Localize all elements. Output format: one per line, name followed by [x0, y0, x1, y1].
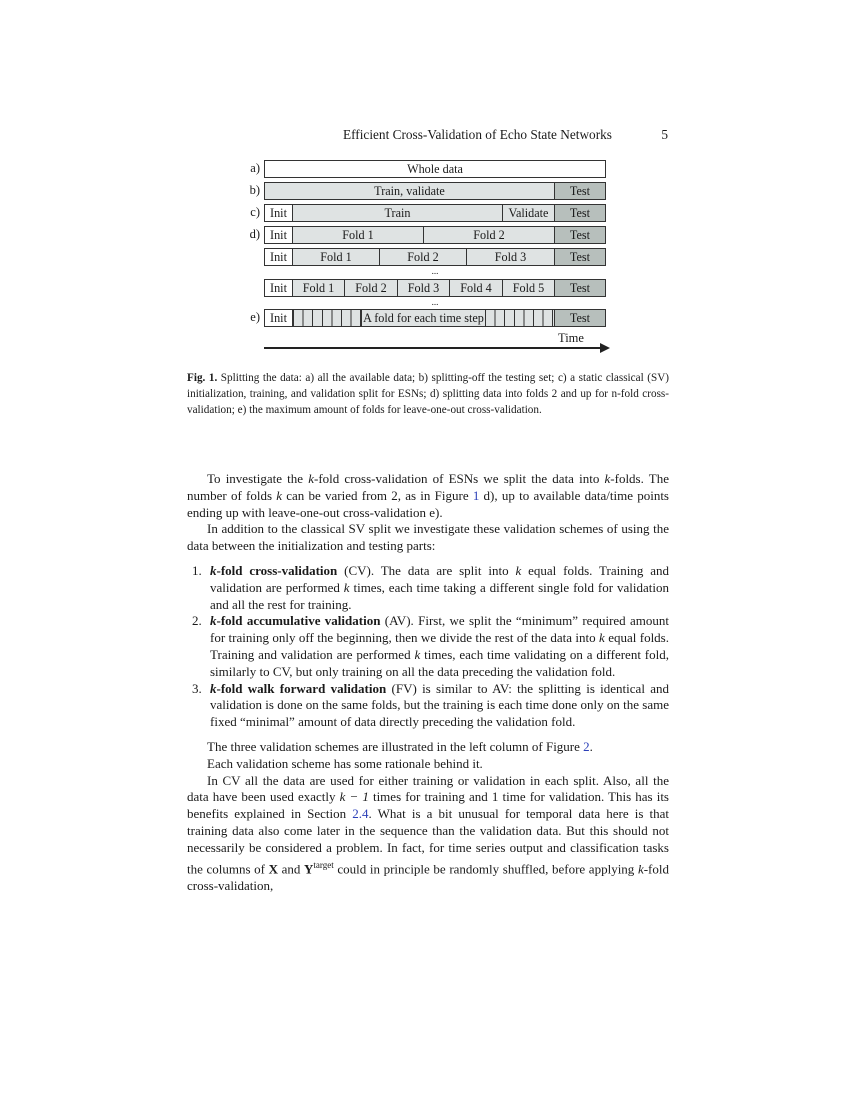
cell-validate: Validate	[503, 205, 555, 221]
row-train-test	[264, 182, 606, 200]
caption-text: Splitting the data: a) all the available data; b) splitting-off the testing set; c) a static classical (SV) initialization, training, and validation split for ESNs; d) splitting data into folds 2 and up for n-fold cross-validation; e) the maximum amount of folds for leave-one-out cross-validation.	[187, 372, 669, 417]
cell-time-step-folds	[293, 310, 555, 326]
cell-fold-3: Fold 3	[398, 280, 450, 296]
row-5-folds	[264, 279, 606, 297]
paragraph-3: The three validation schemes are illustrated in the left column of Figure 2.	[207, 738, 593, 754]
row-label-c: c)	[250, 205, 260, 219]
page-number: 5	[661, 127, 668, 142]
row-label-a: a)	[250, 161, 260, 175]
row-3-folds	[264, 248, 606, 266]
section-2-4-link[interactable]: 2.4	[352, 806, 369, 822]
row-label-d: d)	[249, 227, 260, 241]
cell-test: Test	[555, 249, 605, 265]
cell-test: Test	[555, 227, 605, 243]
row-label-b: b)	[249, 183, 260, 197]
paragraph-5: In CV all the data are used for either training or validation in each split. Also, all the data have been used exactly k − 1 times for training and 1 time for validation. This has its benefits explained in Section 2.4. What is a bit unusual for temporal data here is that training data also come later in the sequence than the validation data. But this should not necessarily be considered a problem. In fact, for time series output and classification tasks the columns of X and $Y^{target}$ could in principle be randomly shuffled, before applying k-fold cross-validation,	[187, 772, 669, 893]
caption-label: Fig. 1.	[187, 372, 218, 384]
list-item: 3. k-fold walk forward validation (FV) is similar to AV: the splitting is identical and validation is done on the same folds, but the training is each time done only on the same fixed “minimal” amount of data directly preceding the validation fold.	[192, 680, 669, 730]
cell-test: Test	[555, 280, 605, 296]
cell-fold-1: Fold 1	[293, 227, 424, 243]
ellipsis: ...	[431, 297, 439, 307]
row-leave-one-out	[264, 309, 606, 327]
paragraph-1: To investigate the k-fold cross-validation of ESNs we split the data into k-folds. The number of folds k can be varied from 2, as in Figure 1 d), up to available data/time points ending up with leave-one-out cross-validation e).	[187, 471, 669, 520]
cell-train: Train	[293, 205, 503, 221]
row-2-folds	[264, 226, 606, 244]
validation-schemes-list	[187, 563, 669, 731]
time-axis-label: Time	[558, 331, 584, 345]
cell-init: Init	[265, 205, 293, 221]
list-item: 1. k-fold cross-validation (CV). The data are split into k equal folds. Training and validation are performed k times, each time taking a different single fold for validation and all the rest for training.	[192, 562, 670, 612]
running-title: Efficient Cross-Validation of Echo State Networks	[343, 127, 612, 142]
figure-1-link[interactable]: 1	[472, 487, 480, 503]
cell-fold-2: Fold 2	[380, 249, 467, 265]
paragraph-2: In addition to the classical SV split we investigate these validation schemes of using the data between the initialization and testing parts:	[187, 521, 669, 554]
row-whole-data	[264, 160, 606, 178]
cell-test: Test	[555, 183, 605, 199]
cell-init: Init	[265, 227, 293, 243]
figure-caption	[187, 370, 669, 419]
cell-test: Test	[555, 205, 605, 221]
cell-fold-4: Fold 4	[450, 280, 503, 296]
body-text	[187, 471, 669, 894]
cell-fold-3: Fold 3	[467, 249, 555, 265]
cell-fold-2: Fold 2	[345, 280, 398, 296]
cell-fold-2: Fold 2	[424, 227, 555, 243]
figure-1-diagram	[240, 160, 620, 360]
time-arrow-line	[264, 347, 604, 349]
list-item: 2. k-fold accumulative validation (AV). First, we split the “minimum” required amount for training only off the beginning, then we divide the rest of the data into k equal folds. Training and validation are performed k times, each time validating on a different fold, similarly to CV, but only training on all the data preceding the validation fold.	[192, 613, 669, 679]
cell-init: Init	[265, 280, 293, 296]
cell-fold-1: Fold 1	[293, 280, 345, 296]
arrow-right-icon	[600, 343, 610, 353]
cell-init: Init	[265, 249, 293, 265]
cell-fold-5: Fold 5	[503, 280, 555, 296]
paragraph-4: Each validation scheme has some rationale behind it.	[207, 755, 483, 771]
row-sv-split	[264, 204, 606, 222]
cell-init: Init	[265, 310, 293, 326]
ellipsis: ...	[431, 266, 439, 276]
cell-train-validate: Train, validate	[265, 183, 555, 199]
time-step-folds-label: A fold for each time step	[363, 310, 484, 325]
row-label-e: e)	[250, 310, 260, 324]
cell-test: Test	[555, 310, 605, 326]
figure-2-link[interactable]: 2	[583, 738, 590, 754]
cell-fold-1: Fold 1	[293, 249, 380, 265]
cell-whole-data: Whole data	[265, 161, 605, 177]
